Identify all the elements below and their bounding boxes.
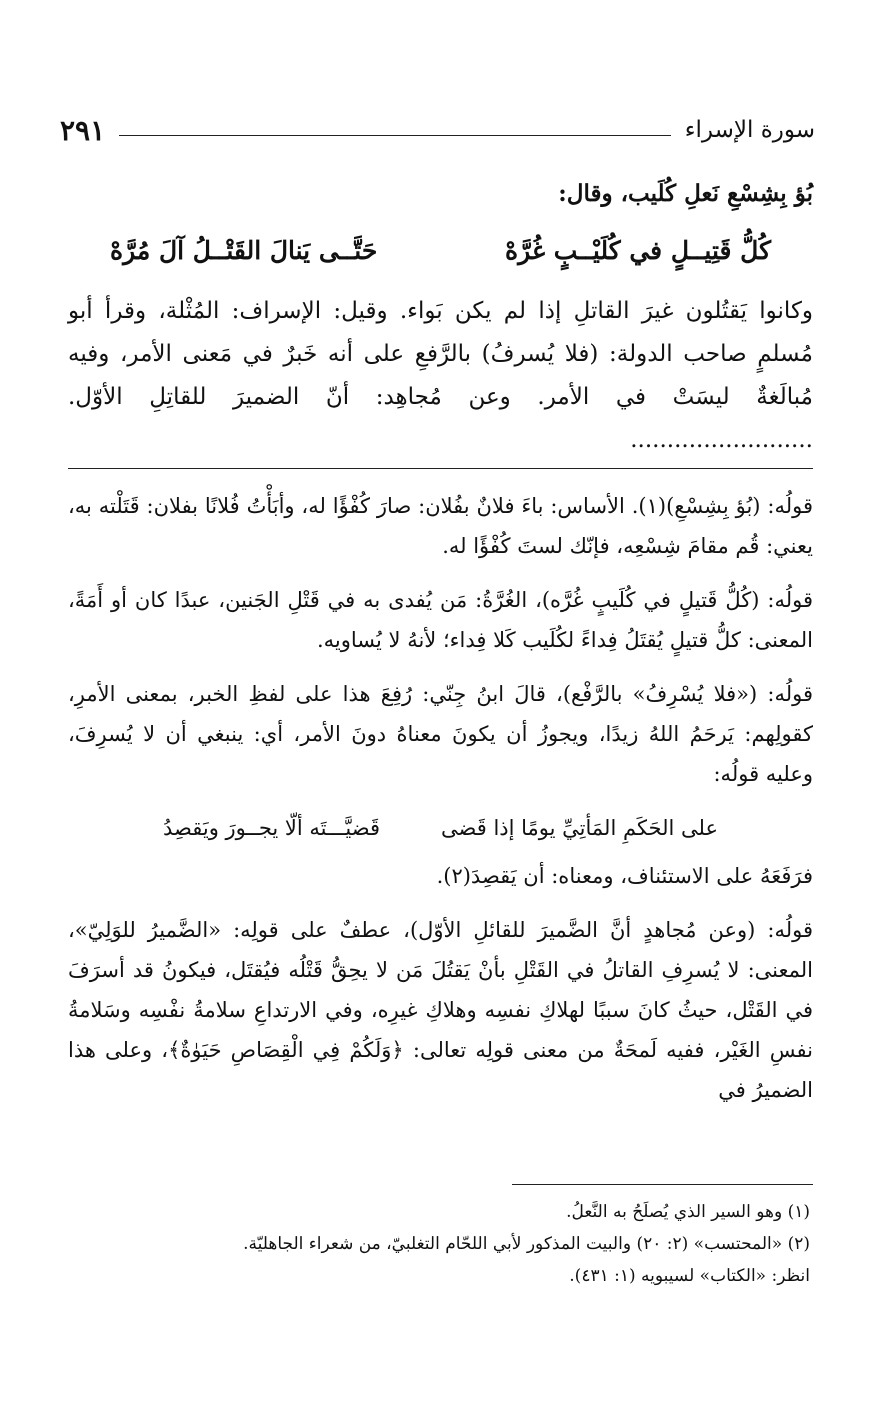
main-verse: [110, 229, 771, 272]
footnotes: [120, 1196, 810, 1292]
main-paragraph-text: وكانوا يَقتُلون غيرَ القاتلِ إذا لم يكن بَواء. وقيل: الإسراف: المُثْلة، وقرأ أبو مُسلمٍ صاحب الدولة: (فلا يُسرفُ) بالرَّفعِ على أنه خَبرٌ في مَعنى الأمر، وفيه مُبالَغةٌ ليسَتْ في الأمر. وعن مُجاهِد: أنّ الضميرَ للقاتِلِ الأوّل.: [68, 298, 813, 410]
commentary-paragraph-4: فرَفَعَهُ على الاستئناف، ومعناه: أن يَقصِدَ(٢).: [436, 864, 813, 888]
main-line-1: بُؤ بِشِسْعِ نَعلِ كُلَيب، وقال:: [558, 180, 813, 207]
commentary-paragraph-2: قولُه: (كُلُّ قَتيلٍ في كُلَيبٍ غُرَّه)، الغُرَّةُ: مَن يُفدى به في قَتْلِ الجَنين، عبدًا كان أو أَمَةً، المعنى: كلُّ قتيلٍ يُقتَلُ فِداءً لكُلَيب كَلا فِداء؛ لأنهُ لا يُساويه.: [68, 588, 813, 652]
footnote-2: (٢) «المحتسب» (٢: ٢٠) والبيت المذكور لأبي اللحّام التغلبيّ، من شعراء الجاهليّة.: [243, 1234, 810, 1254]
footnote-separator: [512, 1184, 813, 1185]
main-verse-right: كُلُّ قَتِيــلٍ في كُلَيْــبٍ غُرَّهْ: [505, 236, 771, 265]
ellipsis-dots: .........................: [630, 427, 813, 453]
commentary-separator: [68, 468, 813, 469]
commentary-paragraph-3: قولُه: («فلا يُسْرِفُ» بالرَّفْع)، قالَ ابنُ جِنّي: رُفِعَ هذا على لفظِ الخبر، بمعنى الأمرِ، كقولِهم: يَرحَمُ اللهُ زيدًا، ويجوزُ أن يكونَ معناهُ دونَ الأمر، أي: ينبغي أن لا يُسرِفَ، وعليه قولُه:: [68, 682, 813, 786]
page-number: ٢٩١: [60, 113, 106, 147]
header-rule: [119, 135, 671, 136]
footnote-3: انظر: «الكتاب» لسيبويه (١: ٤٣١).: [569, 1266, 810, 1286]
commentary-verse: [163, 808, 718, 848]
commentary-paragraph-5: قولُه: (وعن مُجاهدٍ أنَّ الضَّميرَ للقائلِ الأوّل)، عطفٌ على قولِه: «الضَّميرُ للوَلِيّ»، المعنى: لا يُسرِفِ القاتلُ في القَتْلِ بأنْ يَقتُلَ مَن لا يحِقُّ قَتْلُه فيُقتَل، فيكونُ قد أسرَفَ في القَتْل، حيثُ كانَ سببًا لهلاكِ نفسِه وهلاكِ غيرِه، وفي الارتداعِ سلامةُ نفْسِه وسَلامةُ نفسِ الغَيْر، ففيه لَمحَةٌ من معنى قولِه تعالى: ﴿وَلَكُمْ فِي الْقِصَاصِ حَيَوٰةٌ﴾، وعلى هذا الضميرُ في: [68, 918, 813, 1102]
commentary-verse-right: على الحَكَمِ المَأتِيِّ يومًا إذا قَضى: [441, 816, 718, 840]
main-verse-left: حَتَّــى يَنالَ القَتْــلُ آلَ مُرَّهْ: [110, 236, 378, 265]
commentary-paragraph-1: قولُه: (بُؤ بِشِسْعِ)(١). الأساس: باءَ فلانٌ بفُلان: صارَ كُفْؤًا له، وأبَأْتُ فُلانًا بفلان: قَتَلْته به، يعني: قُم مقامَ شِسْعِه، فإنّك لستَ كُفْؤًا له.: [68, 494, 813, 558]
footnote-1: (١) وهو السير الذي يُصلَحُ به النَّعلُ.: [566, 1202, 810, 1222]
surah-title: سورة الإسراء: [684, 117, 815, 143]
main-paragraph: [68, 290, 813, 462]
main-text: [68, 172, 813, 462]
commentary-verse-left: قَضيَّـــتَه ألّا يجــورَ ويَقصِدُ: [163, 816, 381, 840]
page-header: [60, 112, 815, 148]
commentary: [68, 486, 813, 1124]
